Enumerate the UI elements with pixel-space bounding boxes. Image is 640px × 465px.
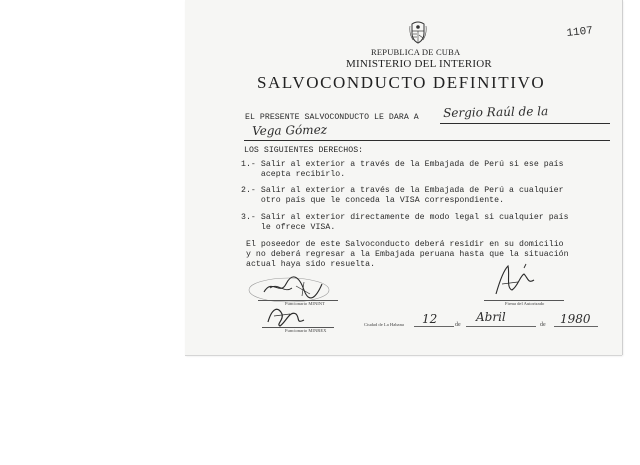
label-funcionario-minint: Funcionario MININT: [285, 301, 325, 306]
signature-autorizado: [488, 260, 548, 300]
holder-name-line2: Vega Gómez: [252, 122, 328, 138]
rights-heading: LOS SIGUIENTES DERECHOS:: [244, 146, 364, 155]
header-ministry: MINISTERIO DEL INTERIOR: [346, 58, 492, 70]
label-firma-autorizado: Firma del Autorizado: [505, 301, 545, 306]
date-separator-1: de: [455, 322, 461, 328]
label-funcionario-minrex: Funcionario MINREX: [285, 328, 327, 333]
date-day: 12: [422, 312, 438, 326]
holder-name-line1: Sergio Raúl de la: [443, 104, 549, 120]
date-month: Abril: [476, 310, 506, 324]
document-number: 1107: [566, 25, 594, 40]
closing-line-2: y no deberá regresar a la Embajada peruana hasta que la situación: [246, 250, 569, 259]
date-year-line: [554, 326, 598, 327]
sheet-edge: [622, 0, 623, 355]
signature-minint: [244, 270, 344, 304]
sheet-edge-bottom: [185, 355, 622, 356]
closing-line-3: actual haya sido resuelta.: [246, 260, 376, 269]
right-3-line2: le ofrece VISA.: [241, 223, 336, 232]
date-year: 1980: [560, 312, 591, 326]
label-ciudad: Ciudad de La Habana: [364, 322, 404, 327]
right-1-line2: acepta recibirlo.: [241, 170, 346, 179]
right-2-line2: otro país que le conceda la VISA correspondiente.: [241, 196, 505, 205]
closing-line-1: El poseedor de este Salvoconducto deberá residir en su domicilio: [246, 240, 564, 249]
intro-text: EL PRESENTE SALVOCONDUCTO LE DARA A: [245, 113, 419, 122]
header-country: REPUBLICA DE CUBA: [371, 47, 461, 57]
date-separator-2: de: [540, 322, 546, 328]
name-underline-1: [440, 123, 610, 124]
coat-of-arms-icon: [409, 20, 427, 44]
right-3-line1: 3.- Salir al exterior directamente de modo legal si cualquier país: [241, 213, 569, 222]
document-title: SALVOCONDUCTO DEFINITIVO: [257, 73, 546, 92]
date-month-line: [466, 326, 536, 327]
right-1-line1: 1.- Salir al exterior a través de la Embajada de Perú si ese país: [241, 160, 564, 169]
right-2-line1: 2.- Salir al exterior a través de la Embajada de Perú a cualquier: [241, 186, 564, 195]
date-day-line: [414, 326, 454, 327]
name-underline-2: [244, 140, 610, 141]
signature-minrex: [262, 300, 312, 330]
